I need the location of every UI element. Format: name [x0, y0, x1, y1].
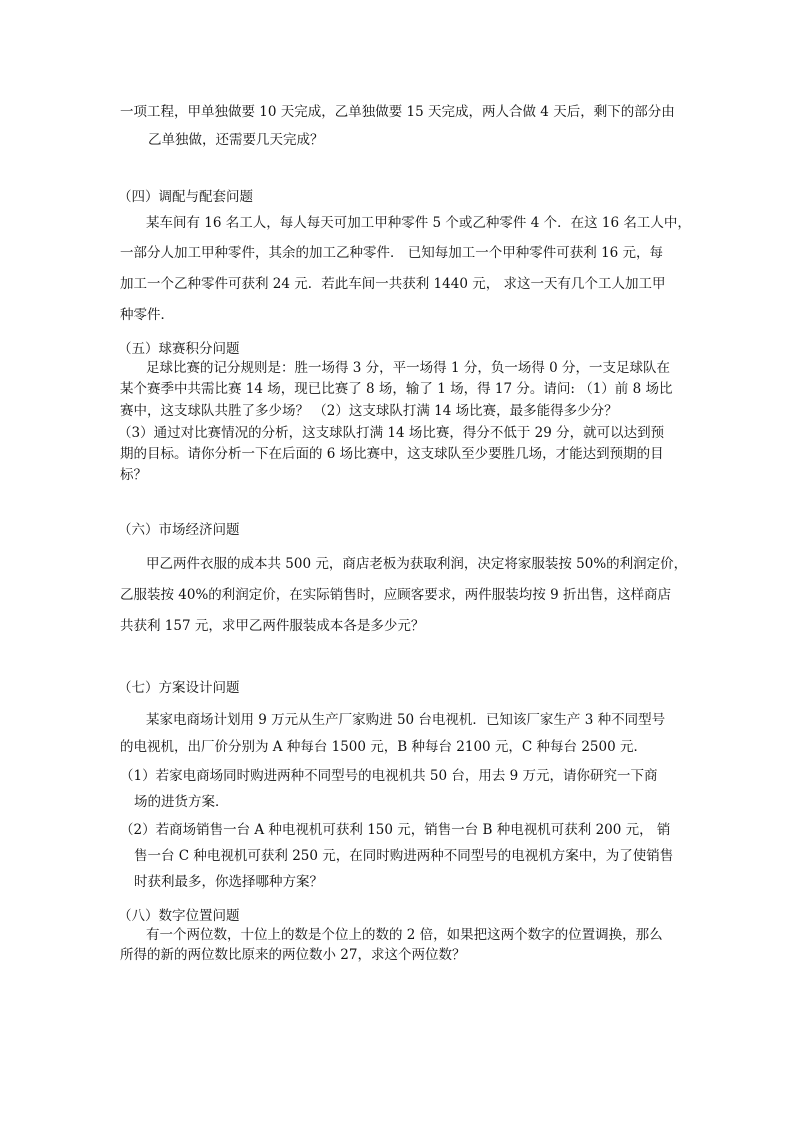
- section-5-title: （五）球赛积分问题: [118, 341, 240, 357]
- section-4-line-3: 加工一个乙种零件可获利 24 元．若此车间一共获利 1440 元， 求这一天有几个工人加工甲: [120, 276, 666, 292]
- section-5-line-5: 期的目标。请你分析一下在后面的 6 场比赛中，这支球队至少要胜几场，才能达到预期的目: [120, 446, 664, 462]
- section-4-line-4: 种零件．: [120, 307, 174, 323]
- section-7-line-1: 某家电商场计划用 9 万元从生产厂家购进 50 台电视机．已知该厂家生产 3 种不同型号: [146, 712, 666, 728]
- section-4-title: （四）调配与配套问题: [118, 189, 253, 205]
- section-7-q2-line-2: 售一台 C 种电视机可获利 250 元，在同时购进两种不同型号的电视机方案中，为了使销售: [134, 848, 674, 864]
- section-5-line-1: 足球比赛的记分规则是：胜一场得 3 分，平一场得 1 分，负一场得 0 分，一支足球队在: [146, 360, 671, 376]
- section-8-line-2: 所得的新的两位数比原来的两位数小 27，求这个两位数？: [120, 947, 466, 963]
- section-7-q2-line-3: 时获利最多，你选择哪种方案？: [134, 874, 323, 890]
- section-6-line-2: 乙服装按 40%的利润定价，在实际销售时，应顾客要求，两件服装均按 9 折出售，这样商店: [120, 587, 671, 603]
- section-5-line-6: 标？: [120, 467, 147, 483]
- section-6-line-1: 甲乙两件衣服的成本共 500 元，商店老板为获取利润，决定将家服装按 50%的利润定价，: [146, 556, 688, 572]
- section-8-title: （八）数字位置问题: [118, 908, 240, 924]
- section-7-line-2: 的电视机，出厂价分别为 A 种每台 1500 元，B 种每台 2100 元，C 种每台 2500 元．: [120, 739, 647, 755]
- section-5-line-4: （3）通过对比赛情况的分析，这支球队打满 14 场比赛，得分不低于 29 分，就可以达到预: [118, 425, 665, 441]
- section-7-title: （七）方案设计问题: [118, 680, 240, 696]
- section-8-line-1: 有一个两位数，十位上的数是个位上的数的 2 倍，如果把这两个数字的位置调换，那么: [146, 927, 663, 943]
- section-7-q1-line-1: （1）若家电商场同时购进两种不同型号的电视机共 50 台，用去 9 万元，请你研究一下商: [120, 768, 658, 784]
- section-6-line-3: 共获利 157 元，求甲乙两件服装成本各是多少元？: [120, 618, 425, 634]
- work-problem-line-2: 乙单独做，还需要几天完成？: [148, 132, 324, 148]
- section-5-line-3: 赛中，这支球队共胜了多少场？ （2）这支球队打满 14 场比赛，最多能得多少分？: [120, 403, 618, 419]
- section-4-line-1: 某车间有 16 名工人，每人每天可加工甲种零件 5 个或乙种零件 4 个．在这 16 名工人中，: [146, 215, 691, 231]
- section-6-title: （六）市场经济问题: [118, 522, 240, 538]
- section-5-line-2: 某个赛季中共需比赛 14 场，现已比赛了 8 场，输了 1 场，得 17 分。请问: （1）前 8 场比: [120, 381, 673, 397]
- section-4-line-2: 一部分人加工甲种零件，其余的加工乙种零件． 已知每加工一个甲种零件可获利 16 元，每: [120, 245, 664, 261]
- section-7-q1-line-2: 场的进货方案．: [134, 794, 229, 810]
- work-problem-line-1: 一项工程，甲单独做要 10 天完成，乙单独做要 15 天完成，两人合做 4 天后，剩下的部分由: [120, 104, 675, 120]
- section-7-q2-line-1: （2）若商场销售一台 A 种电视机可获利 150 元，销售一台 B 种电视机可获利 200 元， 销: [120, 822, 671, 838]
